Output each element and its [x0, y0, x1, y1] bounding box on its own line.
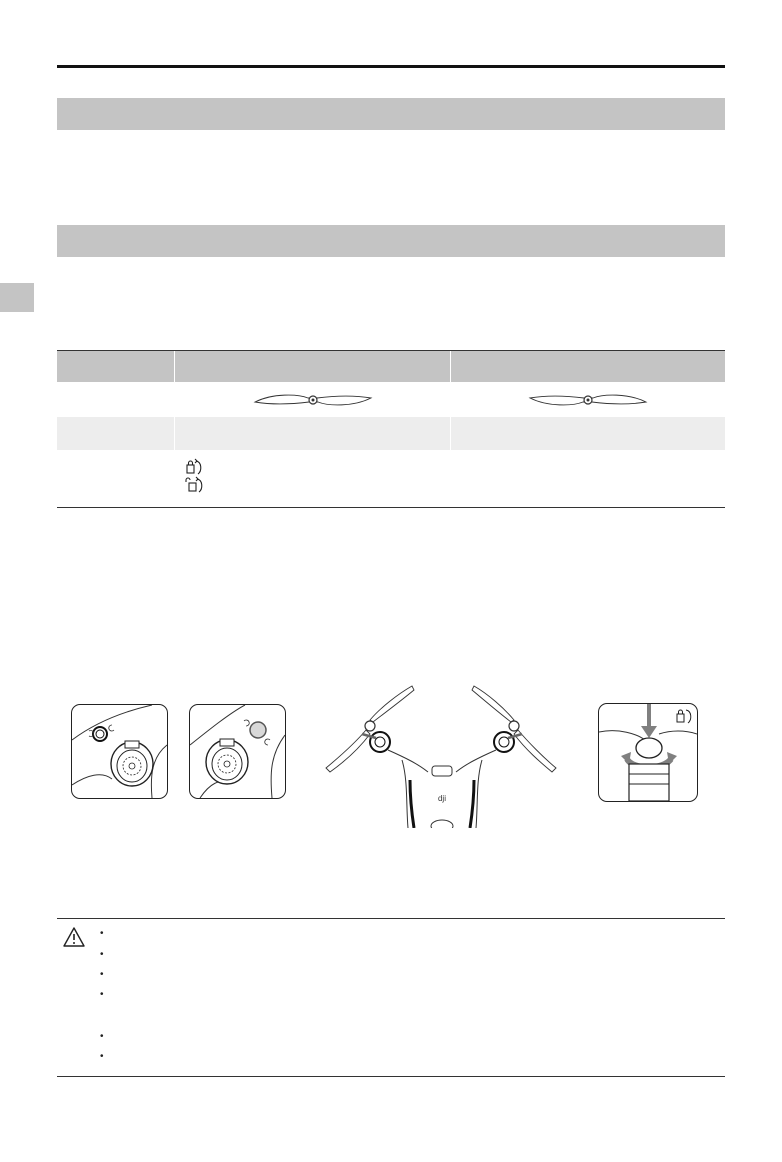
section-heading-bar-1 — [57, 98, 725, 130]
table-header-cell — [451, 351, 725, 382]
table-cell — [57, 450, 175, 507]
lock-propeller-illustration — [599, 704, 697, 801]
table-cell-propeller-1 — [175, 382, 451, 417]
unlock-legend-line — [185, 476, 451, 494]
chapter-side-tab — [0, 283, 34, 312]
list-item: • — [100, 969, 104, 980]
table-row-propeller-figure — [57, 382, 725, 417]
table-cell-label — [57, 382, 175, 417]
unlock-icon — [185, 476, 205, 494]
table-cell — [175, 417, 451, 450]
motor-illustration — [190, 705, 285, 798]
table-row-lock-legend — [57, 450, 725, 508]
drone-top-view-illustration — [318, 680, 566, 828]
propeller-lock-closeup — [598, 703, 698, 802]
list-item: • — [100, 1051, 104, 1062]
list-item: • — [100, 928, 104, 939]
svg-text:dji: dji — [437, 794, 447, 803]
warning-bottom-rule — [57, 1076, 725, 1077]
propeller-icon — [528, 390, 648, 410]
propeller-table — [57, 350, 725, 508]
warning-top-rule — [57, 918, 725, 919]
list-item: • — [100, 1031, 104, 1042]
table-header-cell — [175, 351, 451, 382]
motor-closeup-silver-mark — [189, 704, 286, 799]
table-cell-propeller-2 — [451, 382, 725, 417]
list-item: • — [100, 949, 104, 960]
warning-icon — [63, 927, 85, 947]
table-header-row — [57, 350, 725, 382]
motor-closeup-black-mark — [71, 704, 168, 799]
header-rule — [57, 65, 725, 68]
table-cell — [451, 450, 725, 507]
table-cell — [57, 417, 175, 450]
list-item: • — [100, 989, 104, 1000]
lock-icon — [185, 458, 205, 476]
drone-icon — [318, 680, 566, 828]
table-cell-lock-icons — [175, 450, 451, 507]
section-heading-bar-2 — [57, 225, 725, 257]
table-header-cell — [57, 351, 175, 382]
table-row — [57, 417, 725, 450]
motor-illustration — [72, 705, 167, 798]
table-cell — [451, 417, 725, 450]
propeller-icon — [253, 390, 373, 410]
lock-legend-line — [185, 458, 451, 476]
